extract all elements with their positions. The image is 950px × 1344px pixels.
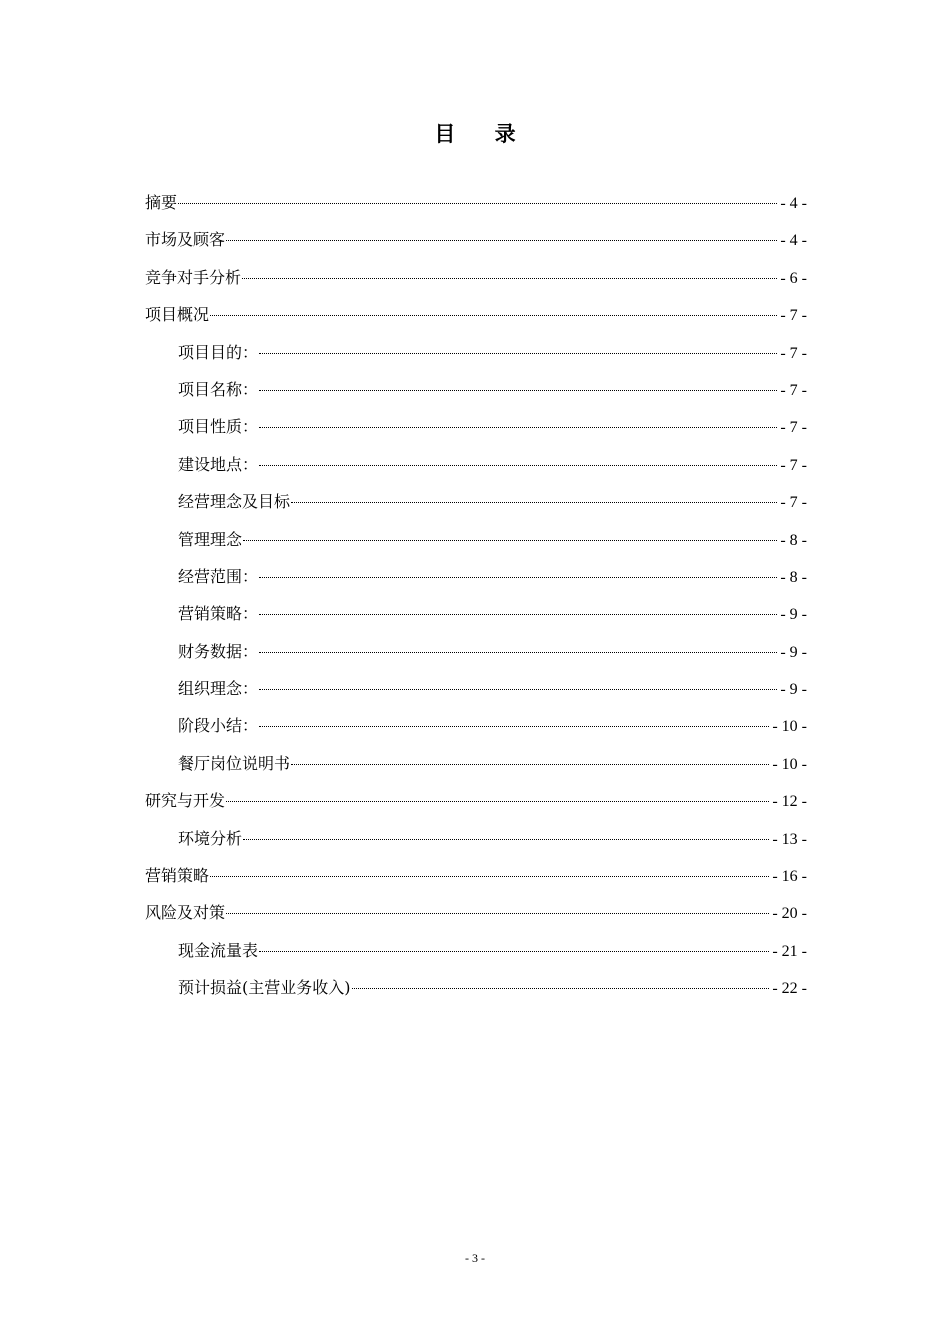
toc-entry-page: - 7 - [780,344,807,362]
toc-entry[interactable] [145,601,807,638]
toc-dot-leader [226,240,777,241]
toc-entry-label: 市场及顾客 [145,230,226,250]
toc-entry[interactable] [145,340,807,377]
toc-entry-label: 营销策略 [145,866,210,886]
toc-dot-leader [243,839,769,840]
toc-dot-leader [226,801,769,802]
toc-dot-leader [242,278,777,279]
toc-entry-page: - 7 - [780,419,807,437]
toc-dot-leader [259,726,769,727]
toc-dot-leader [259,577,777,578]
toc-dot-leader [259,465,777,466]
toc-entry-label: 项目概况 [145,305,210,325]
toc-entry-label: 竞争对手分析 [145,267,242,287]
toc-entry-label: 现金流量表 [178,940,259,960]
toc-entry-page: - 8 - [780,531,807,549]
toc-entry[interactable] [145,826,807,863]
toc-entry-label: 餐厅岗位说明书 [178,753,291,773]
toc-entry[interactable] [145,414,807,451]
toc-dot-leader [259,652,777,653]
page-number: - 3 - [465,1251,485,1265]
toc-entry-page: - 7 - [780,307,807,325]
toc-entry-label: 项目目的： [178,342,259,362]
toc-entry-label: 建设地点： [178,454,259,474]
toc-entry-label: 研究与开发 [145,791,226,811]
toc-dot-leader [259,427,777,428]
toc-dot-leader [259,689,777,690]
toc-dot-leader [210,315,777,316]
toc-dot-leader [291,764,769,765]
toc-entry-label: 摘要 [145,193,178,212]
toc-entry-page: - 7 - [780,381,807,399]
toc-entry[interactable] [145,527,807,564]
toc-entry-label: 经营理念及目标 [178,492,291,512]
toc-dot-leader [178,203,777,204]
toc-entry[interactable] [145,863,807,900]
toc-dot-leader [226,913,769,914]
toc-entry[interactable] [145,900,807,937]
toc-entry[interactable] [145,639,807,676]
toc-entry[interactable] [145,938,807,975]
toc-entry[interactable] [145,489,807,526]
toc-entry-page: - 7 - [780,494,807,512]
toc-dot-leader [259,951,769,952]
toc-entry-page: - 4 - [780,195,807,212]
toc-dot-leader [291,502,777,503]
toc-entry[interactable] [145,676,807,713]
toc-entry-label: 阶段小结： [178,716,259,736]
toc-entry[interactable] [145,713,807,750]
toc-entry-page: - 13 - [772,830,807,848]
toc-dot-leader [352,988,770,989]
toc-entry[interactable] [145,751,807,788]
toc-dot-leader [243,540,777,541]
toc-entry-page: - 9 - [780,681,807,699]
toc-entry-label: 经营范围： [178,566,259,586]
toc-entry-page: - 8 - [780,568,807,586]
toc-entry-page: - 7 - [780,456,807,474]
toc-entry[interactable] [145,227,807,264]
toc-entry[interactable] [145,788,807,825]
toc-entry-page: - 21 - [772,942,807,960]
toc-entry[interactable] [145,190,807,227]
toc-dot-leader [259,614,777,615]
toc-entry[interactable] [145,265,807,302]
toc-entry-page: - 9 - [780,643,807,661]
toc-entry-label: 财务数据： [178,641,259,661]
toc-entry-label: 营销策略： [178,604,259,624]
toc-dot-leader [259,353,777,354]
toc-entry-page: - 9 - [780,606,807,624]
toc-entry-page: - 16 - [772,868,807,886]
toc-entry-label: 项目性质： [178,417,259,437]
toc-entry-label: 预计损益(主营业务收入) [178,978,351,998]
toc-entry[interactable] [145,377,807,414]
toc-dot-leader [259,390,777,391]
toc-entry-label: 项目名称： [178,379,259,399]
toc-entry[interactable] [145,302,807,339]
toc-entry-page: - 20 - [772,905,807,923]
toc-entry[interactable] [145,564,807,601]
toc-entry-label: 管理理念 [178,529,243,549]
toc-entry-label: 风险及对策 [145,903,226,923]
toc-entry[interactable] [145,452,807,489]
table-of-contents [145,190,807,1013]
toc-entry-page: - 10 - [772,755,807,773]
toc-entry-page: - 12 - [772,793,807,811]
toc-entry-label: 环境分析 [178,828,243,848]
toc-dot-leader [210,876,769,877]
toc-entry-label: 组织理念： [178,679,259,699]
toc-entry-page: - 10 - [772,718,807,736]
toc-entry-page: - 6 - [780,269,807,287]
toc-entry[interactable] [145,975,807,1012]
toc-entry-page: - 22 - [772,980,807,998]
toc-entry-page: - 4 - [780,232,807,250]
toc-title: 目 录 [434,121,532,146]
